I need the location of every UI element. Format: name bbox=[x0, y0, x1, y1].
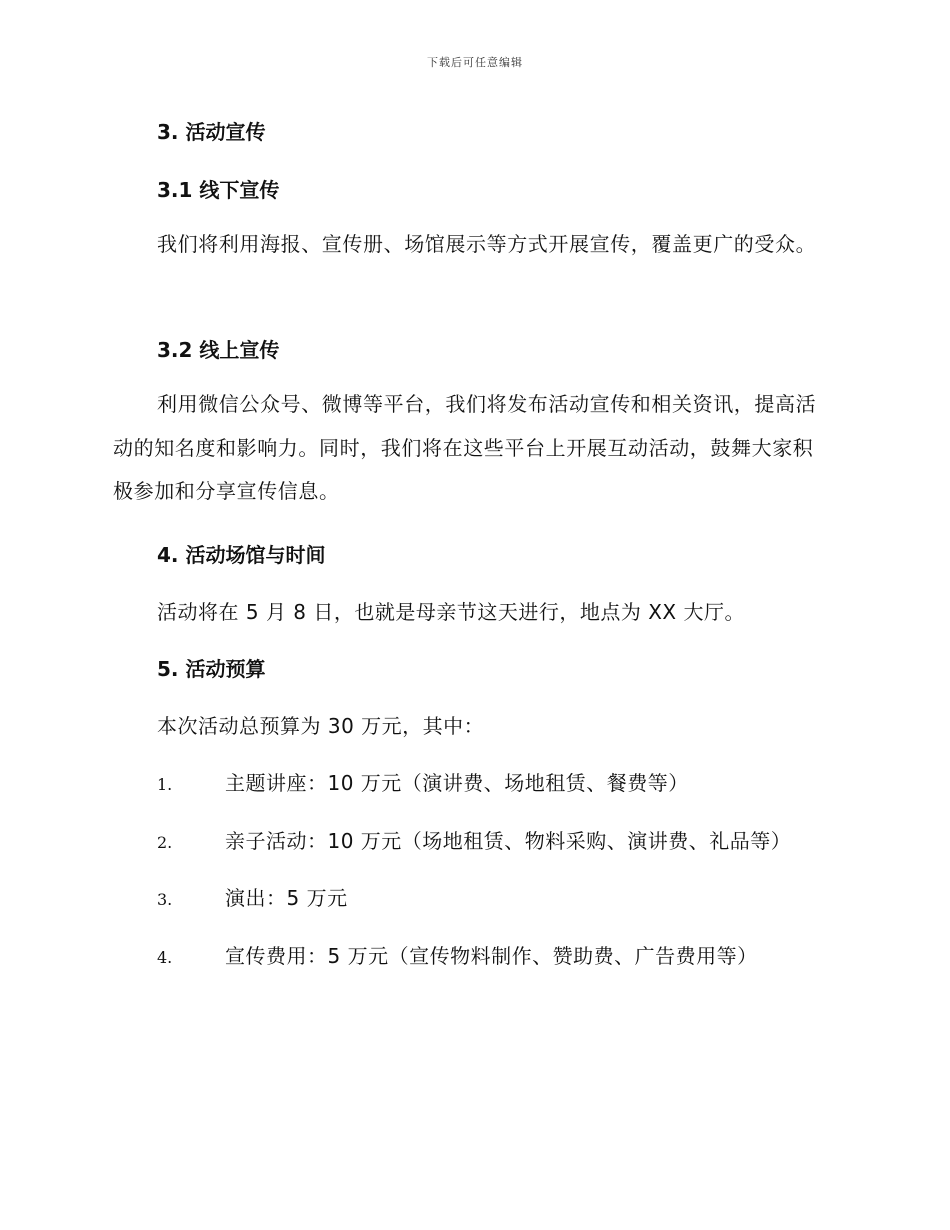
list-text: 亲子活动：10 万元（场地租赁、物料采购、演讲费、礼品等） bbox=[225, 829, 792, 853]
section-3-1-heading: 3.1 线下宣传 bbox=[157, 178, 280, 202]
list-number: 2. bbox=[157, 833, 173, 852]
budget-list-item bbox=[157, 767, 689, 796]
budget-list-item bbox=[157, 940, 758, 969]
section-4-paragraph: 活动将在 5 月 8 日，也就是母亲节这天进行，地点为 XX 大厅。 bbox=[157, 600, 745, 624]
list-text: 演出：5 万元 bbox=[225, 886, 348, 910]
section-3-heading: 3. 活动宣传 bbox=[157, 120, 266, 144]
list-number: 3. bbox=[157, 890, 173, 909]
section-3-2-paragraph: 利用微信公众号、微博等平台，我们将发布活动宣传和相关资讯，提高活动的知名度和影响力。同时，我们将在这些平台上开展互动活动，鼓舞大家积极参加和分享宣传信息。 bbox=[113, 392, 817, 503]
section-5-heading: 5. 活动预算 bbox=[157, 657, 266, 681]
list-text: 宣传费用：5 万元（宣传物料制作、赞助费、广告费用等） bbox=[225, 944, 758, 968]
section-3-1-paragraph: 我们将利用海报、宣传册、场馆展示等方式开展宣传，覆盖更广的受众。 bbox=[157, 232, 817, 256]
section-3-2-heading: 3.2 线上宣传 bbox=[157, 338, 280, 362]
list-text: 主题讲座：10 万元（演讲费、场地租赁、餐费等） bbox=[225, 771, 689, 795]
list-number: 1. bbox=[157, 775, 173, 794]
page-header: 下载后可任意编辑 bbox=[427, 56, 523, 69]
list-number: 4. bbox=[157, 948, 173, 967]
section-4-heading: 4. 活动场馆与时间 bbox=[157, 543, 326, 567]
section-5-intro: 本次活动总预算为 30 万元，其中： bbox=[157, 714, 485, 738]
budget-list-item bbox=[157, 882, 348, 911]
budget-list-item bbox=[157, 825, 791, 854]
